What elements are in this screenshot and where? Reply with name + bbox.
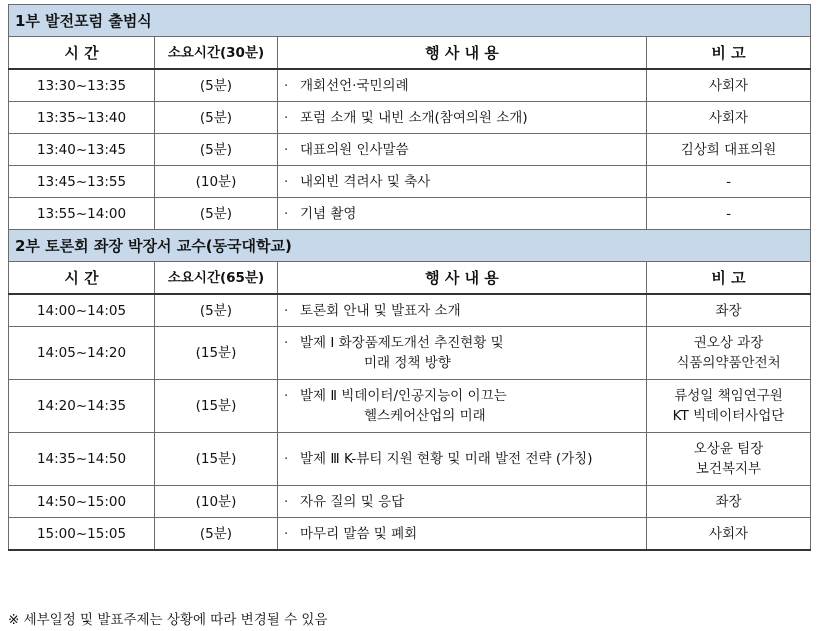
header-duration: 소요시간(30분)	[155, 37, 278, 70]
table-row	[9, 198, 811, 230]
program-text-line2: 헬스케어산업의 미래	[364, 408, 486, 424]
program-cell	[278, 518, 647, 551]
program-text: 발제 Ⅱ 빅데이터/인공지능이 이끄는	[300, 388, 507, 404]
bullet-mark: ·	[284, 493, 289, 510]
program-text: 대표의원 인사말씀	[300, 141, 409, 158]
program-cell	[278, 69, 647, 102]
bullet-mark: ·	[284, 77, 289, 94]
section2-header-row	[9, 262, 811, 295]
schedule-sheet	[8, 4, 810, 551]
section1-header-row	[9, 37, 811, 70]
section1-title: 1부 발전포럼 출범식	[9, 5, 811, 37]
table-row	[9, 518, 811, 551]
note-cell	[647, 433, 811, 486]
program-cell	[278, 102, 647, 134]
header-program: 행 사 내 용	[278, 262, 647, 295]
duration-cell: (10분)	[155, 166, 278, 198]
presenter-name: 류성일 책임연구원	[674, 388, 783, 404]
bullet-mark: ·	[284, 205, 289, 222]
program-cell	[278, 294, 647, 327]
section2-title-row	[9, 230, 811, 262]
presenter-name: 권오상 과장	[693, 335, 764, 351]
note-cell: -	[647, 166, 811, 198]
bullet-mark: ·	[284, 525, 289, 542]
header-duration: 소요시간(65분)	[155, 262, 278, 295]
program-text: 자유 질의 및 응답	[300, 493, 405, 510]
presenter-org: 식품의약품안전처	[676, 355, 781, 371]
table-row	[9, 69, 811, 102]
note-cell	[647, 486, 811, 518]
program-text: 개회선언·국민의례	[300, 77, 409, 94]
header-note: 비 고	[647, 262, 811, 295]
time-cell: 14:35~14:50	[9, 433, 155, 486]
table-row	[9, 294, 811, 327]
program-text: 마무리 말씀 및 폐회	[300, 525, 418, 542]
table-row	[9, 486, 811, 518]
duration-cell: (15분)	[155, 433, 278, 486]
program-cell	[278, 166, 647, 198]
note-text: 좌장	[715, 493, 742, 510]
header-time: 시 간	[9, 262, 155, 295]
presenter-name: 오상윤 팀장	[693, 441, 764, 457]
program-cell	[278, 486, 647, 518]
note-text: 사회자	[708, 525, 749, 542]
header-note: 비 고	[647, 37, 811, 70]
duration-cell: (5분)	[155, 102, 278, 134]
time-cell: 13:45~13:55	[9, 166, 155, 198]
bullet-mark: ·	[284, 388, 289, 404]
table-row	[9, 134, 811, 166]
note-cell	[647, 518, 811, 551]
header-time: 시 간	[9, 37, 155, 70]
duration-cell: (15분)	[155, 327, 278, 380]
bullet-mark: ·	[284, 109, 289, 126]
time-cell: 14:00~14:05	[9, 294, 155, 327]
program-text: 내외빈 격려사 및 축사	[300, 173, 431, 190]
program-cell	[278, 134, 647, 166]
note-cell: 사회자	[647, 102, 811, 134]
presenter-org: KT 빅데이터사업단	[672, 408, 785, 424]
time-cell: 14:20~14:35	[9, 380, 155, 433]
table-row	[9, 380, 811, 433]
note-cell	[647, 327, 811, 380]
note-cell	[647, 380, 811, 433]
program-cell	[278, 327, 647, 380]
bullet-mark: ·	[284, 451, 289, 467]
table-row	[9, 433, 811, 486]
duration-cell: (5분)	[155, 134, 278, 166]
time-cell: 13:35~13:40	[9, 102, 155, 134]
note-cell: -	[647, 198, 811, 230]
program-text: 기념 촬영	[300, 205, 357, 222]
section2-title: 2부 토론회 좌장 박장서 교수(동국대학교)	[9, 230, 811, 262]
program-text: 토론회 안내 및 발표자 소개	[300, 302, 461, 319]
time-cell: 13:30~13:35	[9, 69, 155, 102]
program-cell	[278, 433, 647, 486]
note-cell: 김상희 대표의원	[647, 134, 811, 166]
table-row	[9, 327, 811, 380]
duration-cell: (5분)	[155, 518, 278, 551]
bullet-mark: ·	[284, 302, 289, 319]
time-cell: 13:40~13:45	[9, 134, 155, 166]
duration-cell: (15분)	[155, 380, 278, 433]
presenter-org: 보건복지부	[695, 461, 762, 477]
note-cell	[647, 294, 811, 327]
table-row	[9, 166, 811, 198]
note-text: 좌장	[715, 302, 742, 319]
duration-cell: (5분)	[155, 198, 278, 230]
program-text: 발제 Ⅰ 화장품제도개선 추진현황 및	[300, 335, 504, 351]
bullet-mark: ·	[284, 335, 289, 351]
duration-cell: (5분)	[155, 69, 278, 102]
schedule-table	[8, 4, 811, 551]
program-text-line2: 미래 정책 방향	[364, 355, 451, 371]
program-cell	[278, 380, 647, 433]
time-cell: 14:50~15:00	[9, 486, 155, 518]
note-cell: 사회자	[647, 69, 811, 102]
program-text: 포럼 소개 및 내빈 소개(참여의원 소개)	[300, 109, 528, 126]
header-program: 행 사 내 용	[278, 37, 647, 70]
time-cell: 15:00~15:05	[9, 518, 155, 551]
duration-cell: (10분)	[155, 486, 278, 518]
bullet-mark: ·	[284, 173, 289, 190]
time-cell: 14:05~14:20	[9, 327, 155, 380]
bullet-mark: ·	[284, 141, 289, 158]
section1-title-row	[9, 5, 811, 37]
time-cell: 13:55~14:00	[9, 198, 155, 230]
program-text: 발제 Ⅲ K-뷰티 지원 현황 및 미래 발전 전략 (가칭)	[300, 451, 593, 467]
duration-cell: (5분)	[155, 294, 278, 327]
footnote: ※ 세부일정 및 발표주제는 상황에 따라 변경될 수 있음	[8, 612, 328, 628]
program-cell	[278, 198, 647, 230]
table-row	[9, 102, 811, 134]
